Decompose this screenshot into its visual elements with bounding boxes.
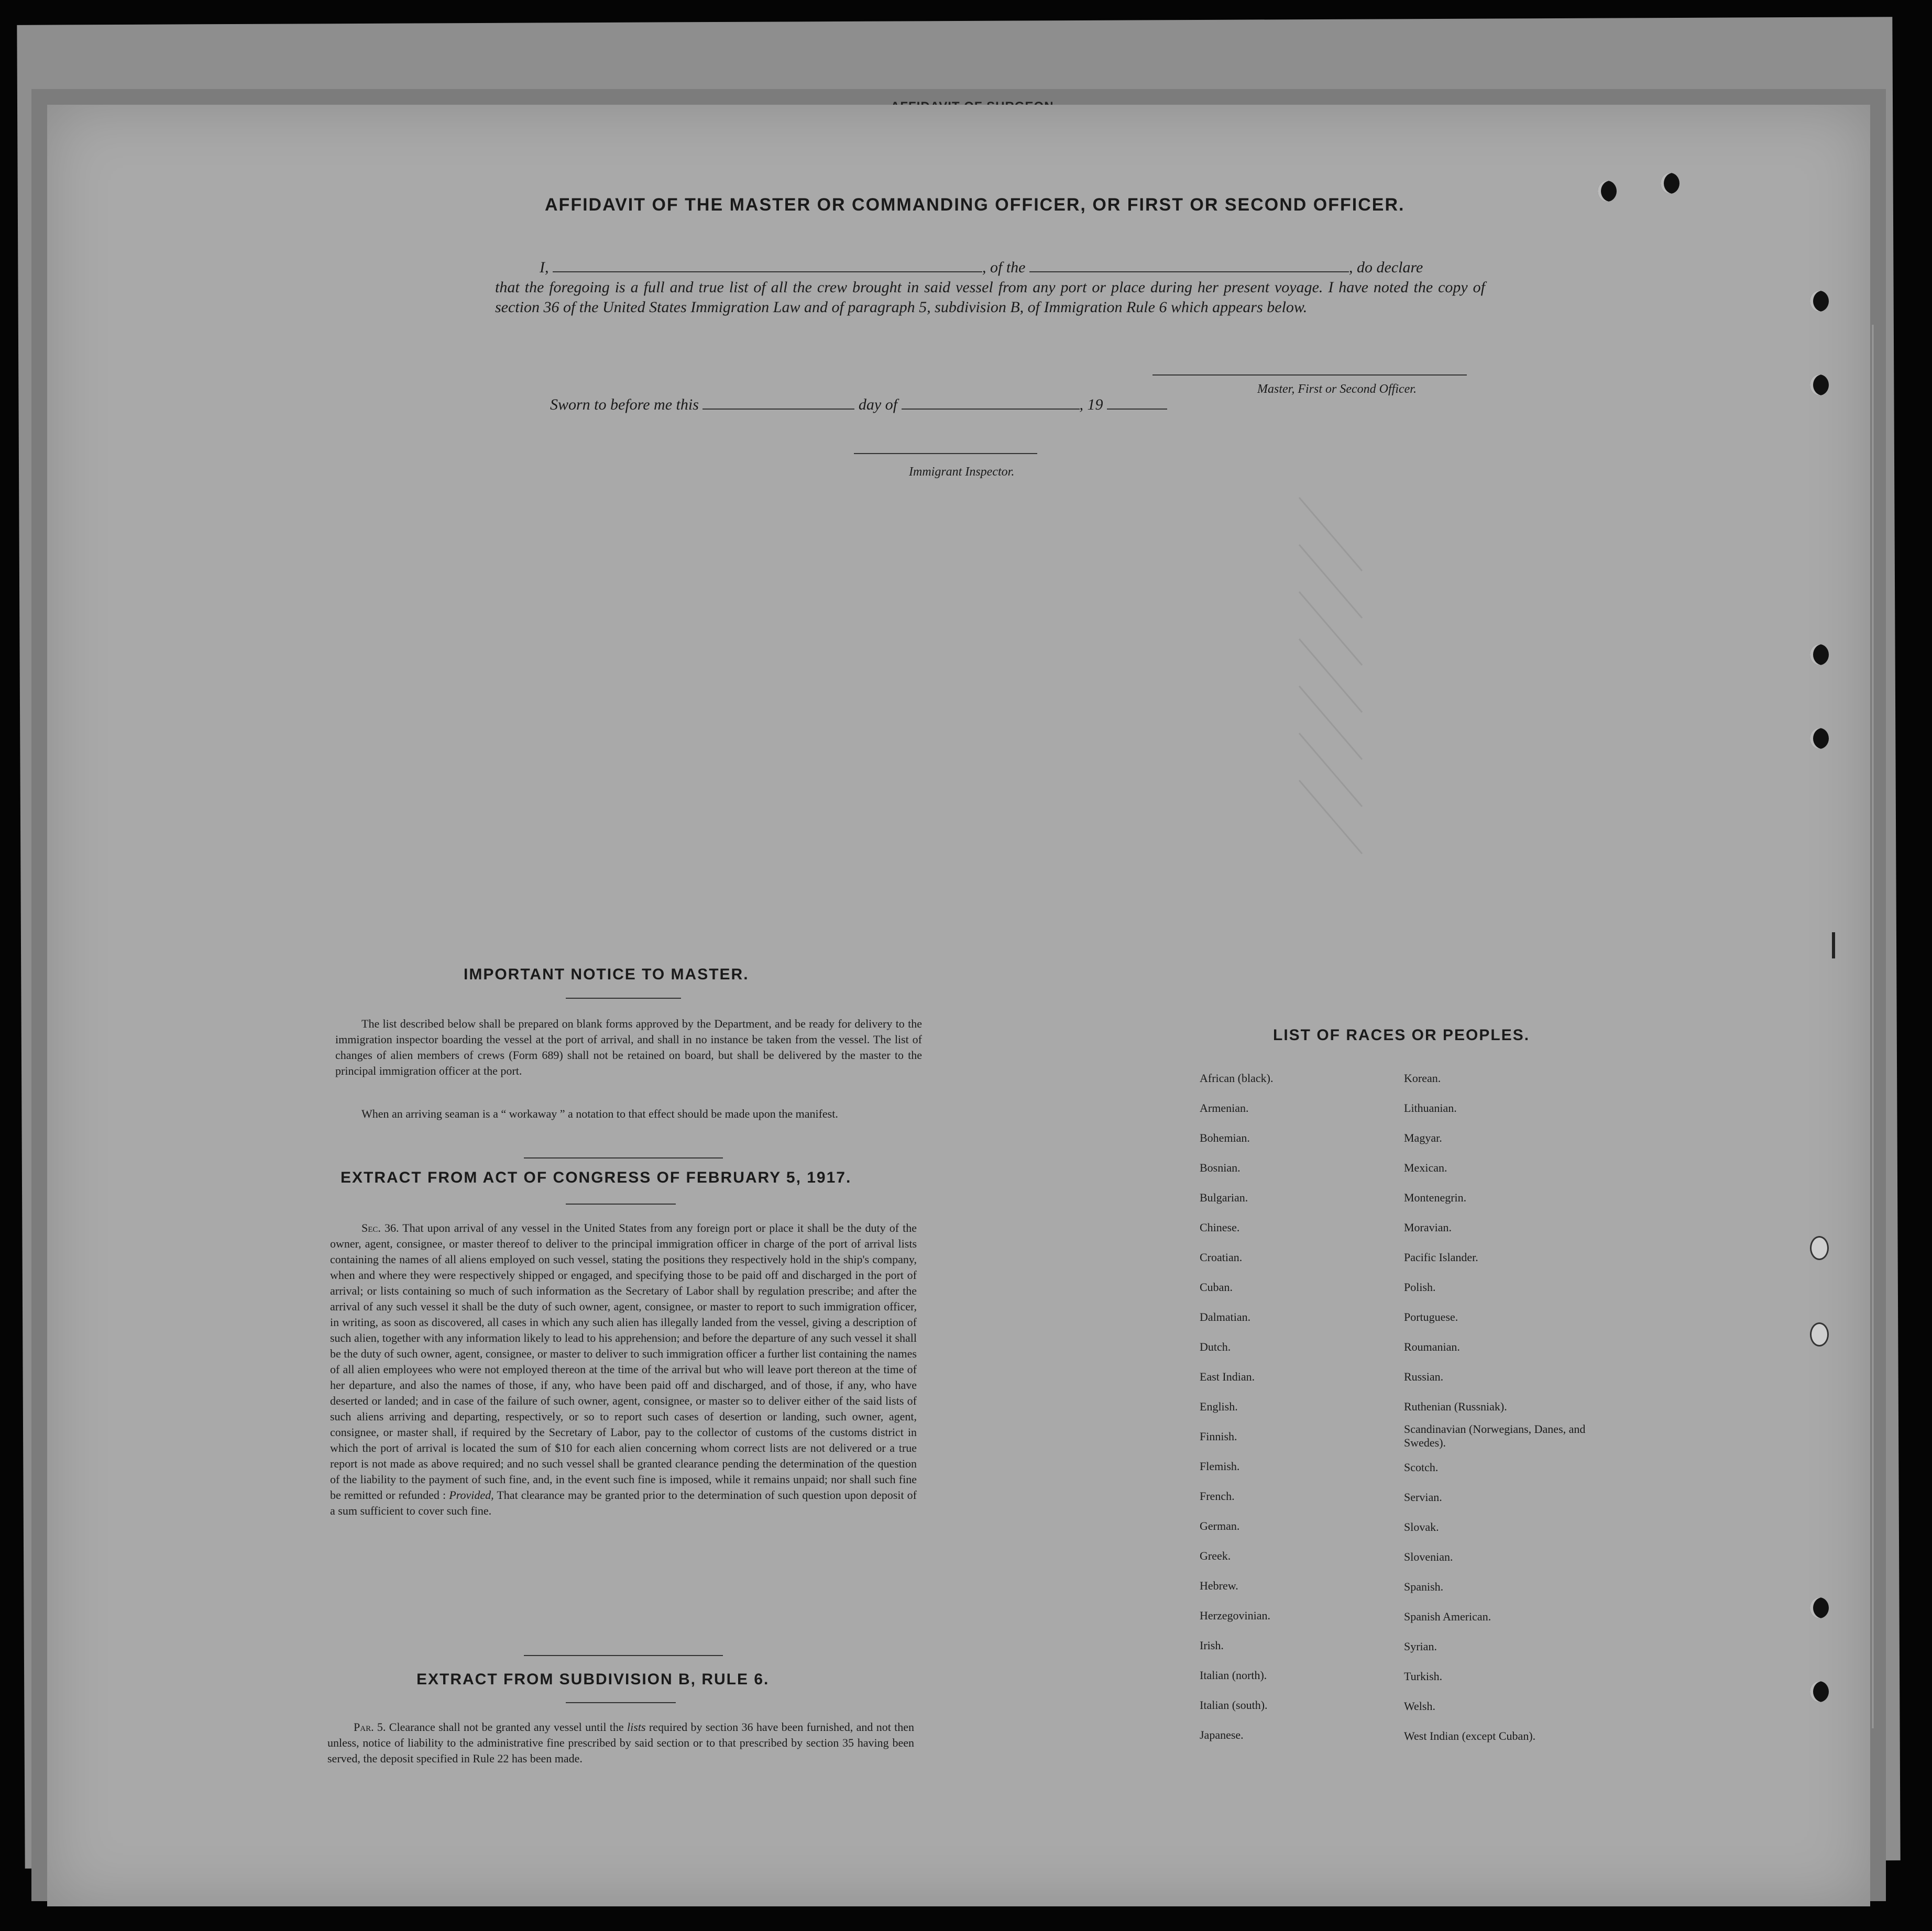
act-extract-title: EXTRACT FROM ACT OF CONGRESS OF FEBRUARY 5, 1917.: [341, 1169, 852, 1186]
race-item: Syrian.: [1404, 1640, 1437, 1653]
race-item: German.: [1200, 1519, 1240, 1532]
punch-hole: [1810, 1681, 1829, 1702]
race-item: African (black).: [1200, 1072, 1274, 1085]
rule-extract-body: [327, 1719, 914, 1767]
race-item: Scandinavian (Norwegians, Danes, and Swedes).: [1404, 1422, 1586, 1449]
rule-text-a: Clearance shall not be granted any vessel until the: [389, 1720, 624, 1734]
affidavit-of-the: , of the: [982, 259, 1026, 276]
race-item: Dutch.: [1200, 1340, 1231, 1353]
race-item: Chinese.: [1200, 1221, 1240, 1234]
punch-hole: [1810, 644, 1829, 665]
race-item: Armenian.: [1200, 1101, 1249, 1115]
races-left-column: [1200, 1063, 1388, 1750]
sworn-line: [550, 396, 1167, 414]
race-item: East Indian.: [1200, 1370, 1255, 1383]
sworn-day-blank: [702, 396, 854, 410]
affidavit-i: I,: [540, 259, 549, 276]
race-item: Herzegovinian.: [1200, 1609, 1270, 1622]
race-item: Bohemian.: [1200, 1131, 1250, 1144]
inspector-label: Immigrant Inspector.: [909, 465, 1015, 479]
race-item: Irish.: [1200, 1639, 1224, 1652]
affidavit-body: that the foregoing is a full and true list of all the crew brought in said vessel from any port or place during her present voyage. I have noted the copy of section 36 of the United States Immigration Law and of paragraph 5, subdivision B, of Immigration Rule 6 which appears below.: [495, 279, 1485, 316]
race-item: Bosnian.: [1200, 1161, 1241, 1174]
rule-text-italic: lists: [627, 1720, 646, 1734]
section-divider-2: [524, 1655, 723, 1656]
race-item: Lithuanian.: [1404, 1101, 1457, 1115]
race-item: Spanish American.: [1404, 1610, 1491, 1623]
race-item: Magyar.: [1404, 1131, 1442, 1144]
race-item: Flemish.: [1200, 1460, 1240, 1473]
race-item: Cuban.: [1200, 1281, 1233, 1294]
act-section-label: Sec. 36.: [361, 1221, 399, 1234]
notice-para-1: The list described below shall be prepared on blank forms approved by the Department, and be ready for delivery to the immigration inspector boarding the vessel at the port of arrival, and shall in no instance be taken from the vessel. The list of changes of alien members of crews (Form 689) shall not be retained on board, but shall be delivered by the master to the principal immigration officer at the port.: [335, 1017, 922, 1077]
race-item: Portuguese.: [1404, 1310, 1458, 1323]
punch-hole: [1810, 728, 1829, 749]
rule-extract-title: EXTRACT FROM SUBDIVISION B, RULE 6.: [416, 1671, 770, 1688]
rule-extract-divider: [566, 1702, 676, 1703]
sworn-prefix: Sworn to before me this: [550, 396, 699, 413]
race-item: Moravian.: [1404, 1221, 1452, 1234]
sworn-day-of: day of: [858, 396, 898, 413]
affidavit-do-declare: , do declare: [1349, 259, 1423, 276]
race-item: Greek.: [1200, 1549, 1231, 1562]
race-item: Hebrew.: [1200, 1579, 1238, 1592]
race-item: Italian (south).: [1200, 1698, 1268, 1712]
sworn-month-blank: [902, 396, 1080, 410]
affidavit-title: AFFIDAVIT OF THE MASTER OR COMMANDING OFFICER, OR FIRST OR SECOND OFFICER.: [545, 195, 1405, 215]
inspector-signature-line: [854, 453, 1037, 454]
vessel-name-blank: [1029, 259, 1349, 272]
punch-hole: [1598, 181, 1617, 202]
race-item: Turkish.: [1404, 1670, 1443, 1683]
race-item: Slovenian.: [1404, 1550, 1453, 1563]
section-divider: [524, 1157, 723, 1158]
race-item: English.: [1200, 1400, 1238, 1413]
race-item: Slovak.: [1404, 1520, 1439, 1533]
race-item: Roumanian.: [1404, 1340, 1460, 1353]
race-item: Japanese.: [1200, 1728, 1244, 1741]
race-item: Polish.: [1404, 1281, 1436, 1294]
punch-hole: [1810, 1322, 1829, 1347]
race-item: Dalmatian.: [1200, 1310, 1251, 1323]
race-item: Bulgarian.: [1200, 1191, 1248, 1204]
master-name-blank: [553, 259, 982, 272]
races-right-column: [1404, 1063, 1613, 1751]
race-item: Russian.: [1404, 1370, 1444, 1383]
act-extract-divider: [566, 1204, 676, 1205]
act-proviso-text: That clearance may be granted prior to the determination of such question upon deposit of a sum sufficient to cover such fine.: [330, 1488, 917, 1517]
race-item: West Indian (except Cuban).: [1404, 1729, 1536, 1742]
punch-hole: [1661, 173, 1679, 194]
punch-hole: [1810, 291, 1829, 312]
race-item: Ruthenian (Russniak).: [1404, 1400, 1507, 1413]
race-item: Mexican.: [1404, 1161, 1447, 1174]
rule-text-b: required by section 36 have been furnished, and not then unless, notice of liability to the administrative fine prescribed by said section or to that prescribed by section 35 having been served, the deposit specified in Rule 22 has been made.: [327, 1720, 915, 1765]
race-item: French.: [1200, 1489, 1235, 1503]
races-title: LIST OF RACES OR PEOPLES.: [1273, 1027, 1530, 1044]
sworn-year: , 19: [1079, 396, 1103, 413]
notice-divider: [566, 998, 681, 999]
race-item: Croatian.: [1200, 1251, 1243, 1264]
race-item: Pacific Islander.: [1404, 1251, 1478, 1264]
race-item: Montenegrin.: [1404, 1191, 1467, 1204]
punch-hole: [1810, 1236, 1829, 1260]
act-section-text: That upon arrival of any vessel in the United States from any foreign port or place it shall be the duty of the owner, agent, consignee, or master thereof to deliver to the principal immigration officer in charge of the port of arrival lists containing the names of all aliens employed on such vessel, stating the positions they respectively hold in the ship's company, when and where they were respectively shipped or engaged, and specifying those to be paid off and discharged in the port of arrival; or lists containing so much of such information as the Secretary of Labor shall by regulation prescribe; and after the arrival of any such vessel it shall be the duty of such owner, agent, consignee, or master to report to such immigration officer, in writing, as soon as discovered, all cases in which any such alien has illegally landed from the vessel, giving a description of such alien, together with any information likely to lead to his apprehension; and before the departure of any such vessel it shall be the duty of such owner, agent, consignee, or master to deliver to such immigration officer a further list containing the names of all alien employees who were not employed thereon at the time of the arrival but who will leave port thereon at the time of her departure, and also the names of those, if any, who have been paid off and discharged, and of those, if any, who have deserted or landed; and in case of the failure of such owner, agent, consignee, or master so to deliver either of the said lists of such aliens arriving and departing, respectively, or so to report such cases of desertion or landing, such owner, agent, consignee, or master shall, if required by the Secretary of Labor, pay to the collector of customs of the customs district in which the port of arrival is located the sum of $10 for each alien concerning whom correct lists are not delivered or a true report is not made as above required; and no such vessel shall be granted clearance pending the determination of the question of the liability to the payment of such fine, and, in the event such fine is imposed, while it remains unpaid; nor shall such fine be remitted or refunded :: [330, 1221, 917, 1502]
act-extract-body: [330, 1220, 917, 1519]
act-proviso-word: Provided,: [449, 1488, 494, 1502]
punch-hole: [1810, 374, 1829, 395]
rule-para-label: Par. 5.: [354, 1720, 386, 1734]
race-item: Spanish.: [1404, 1580, 1444, 1593]
race-item: Italian (north).: [1200, 1669, 1267, 1682]
affidavit-text: [495, 258, 1485, 317]
race-item: Korean.: [1404, 1072, 1441, 1085]
notice-title: IMPORTANT NOTICE TO MASTER.: [464, 966, 749, 983]
race-item: Scotch.: [1404, 1461, 1439, 1474]
race-item: Finnish.: [1200, 1430, 1237, 1443]
punch-hole: [1810, 1597, 1829, 1618]
sworn-year-blank: [1107, 396, 1167, 410]
race-item: Servian.: [1404, 1491, 1442, 1504]
signature-line: [1152, 374, 1467, 376]
notice-para-2: When an arriving seaman is a “ workaway ” a notation to that effect should be made upon the manifest.: [361, 1107, 838, 1120]
signature-label: Master, First or Second Officer.: [1257, 382, 1417, 396]
race-item: Welsh.: [1404, 1700, 1435, 1713]
